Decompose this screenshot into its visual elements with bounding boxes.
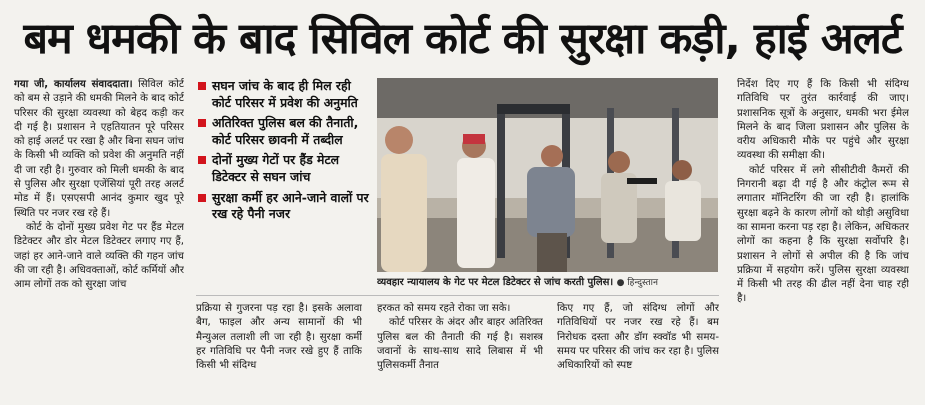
bullet-square-icon (198, 194, 206, 202)
article-column-4 (557, 302, 719, 400)
photo-caption (377, 274, 718, 290)
paragraph: प्रक्रिया से गुजरना पड़ रहा है। इसके अलावा बैग, फाइल और अन्य सामानों की भी मैन्युअल तलाशी ली जा रही है। सुरक्षा कर्मी हर गतिविधि पर पैनी नजर रखे हुए हैं ताकि किसी भी संदिग्ध (196, 303, 362, 372)
highlight-item: अतिरिक्त पुलिस बल की तैनाती, कोर्ट परिसर छावनी में तब्दील (196, 115, 374, 148)
headline: बम धमकी के बाद सिविल कोर्ट की सुरक्षा कड़ी, हाई अलर्ट (23, 13, 902, 64)
article-column-2 (196, 302, 362, 400)
bullet-square-icon (198, 156, 206, 164)
news-photo (377, 78, 718, 272)
article-column-5 (737, 78, 909, 400)
caption-text: व्यवहार न्यायालय के गेट पर मेटल डिटेक्टर से जांच करती पुलिस। (377, 277, 614, 288)
divider (196, 295, 719, 296)
paragraph: कोर्ट के दोनों मुख्य प्रवेश गेट पर हैंड मेटल डिटेक्टर और डोर मेटल डिटेक्टर लगाए गए हैं, जहां हर आने-जाने वाले व्यक्ति की गहन जांच की जा रही है। अधिवक्ताओं, कोर्ट कर्मियों और आम लोगों तक को सुरक्षा जांच (14, 221, 184, 291)
paragraph: कोर्ट परिसर में लगे सीसीटीवी कैमरों की निगरानी बढ़ा दी गई है और कंट्रोल रूम से लगातार मॉनिटरिंग की जा रही है। हालांकि सुरक्षा बढ़ने के कारण लोगों को थोड़ी असुविधा का सामना करना पड़ रहा है। लेकिन, अधिकतर लोगों का कहना है कि सुरक्षा सर्वोपरि है। प्रशासन ने लोगों से अपील की है कि जांच प्रक्रिया में सहयोग करें। पुलिस सुरक्षा व्यवस्था में किसी भी तरह की ढील नहीं देना चाह रही है। (737, 164, 909, 305)
article-column-1 (14, 78, 184, 400)
bullet-square-icon (198, 82, 206, 90)
paragraph: हरकत को समय रहते रोका जा सके। (377, 303, 511, 314)
photo-credit: ● हिन्दुस्तान (616, 278, 658, 288)
article-column-3 (377, 302, 543, 400)
paragraph (14, 78, 184, 221)
paragraph: कोर्ट परिसर के अंदर और बाहर अतिरिक्त पुलिस बल की तैनाती की गई है। सशस्त्र जवानों के साथ-साथ सादे लिबास में भी पुलिसकर्मी तैनात (377, 317, 543, 372)
highlight-item: दोनों मुख्य गेटों पर हैंड मेटल डिटेक्टर से सघन जांच (196, 152, 374, 185)
highlight-item: सघन जांच के बाद ही मिल रही कोर्ट परिसर में प्रवेश की अनुमति (196, 78, 374, 111)
highlights-box (196, 78, 374, 274)
byline: गया जी, कार्यालय संवाददाता। (14, 79, 133, 90)
highlight-item: सुरक्षा कर्मी हर आने-जाने वालों पर रख रहे पैनी नजर (196, 190, 374, 223)
paragraph-text: सिविल कोर्ट को बम से उड़ाने की धमकी मिलने के बाद कोर्ट परिसर की सुरक्षा व्यवस्था को बेहद कड़ी कर दी गई है। प्रशासन ने एहतियातन पूरे परिसर को हाई अलर्ट पर रखा है और बिना सघन जांच के किसी भी व्यक्ति को प्रवेश की अनुमति नहीं दी जा रही है। गुरुवार को मिली धमकी के बाद से पुलिस और सुरक्षा एजेंसियां पूरी तरह अलर्ट मोड में हैं। एसएसपी आनंद कुमार खुद पूरे स्थिति पर नजर रख रहे हैं। (14, 79, 184, 219)
paragraph: निर्देश दिए गए हैं कि किसी भी संदिग्ध गतिविधि पर तुरंत कार्रवाई की जाए। प्रशासनिक सूत्रों के अनुसार, धमकी भरा ईमेल मिलने के बाद जिला प्रशासन और पुलिस के वरीय अधिकारी मौके पर पहुंचे और सुरक्षा व्यवस्था की समीक्षा की। (737, 79, 909, 162)
bullet-square-icon (198, 119, 206, 127)
paragraph: किए गए हैं, जो संदिग्ध लोगों और गतिविधियों पर नजर रख रहे हैं। बम निरोधक दस्ता और डॉग स्क्वॉड भी समय-समय पर परिसर की जांच कर रहा है। पुलिस अधिकारियों को स्पष्ट (557, 303, 719, 372)
